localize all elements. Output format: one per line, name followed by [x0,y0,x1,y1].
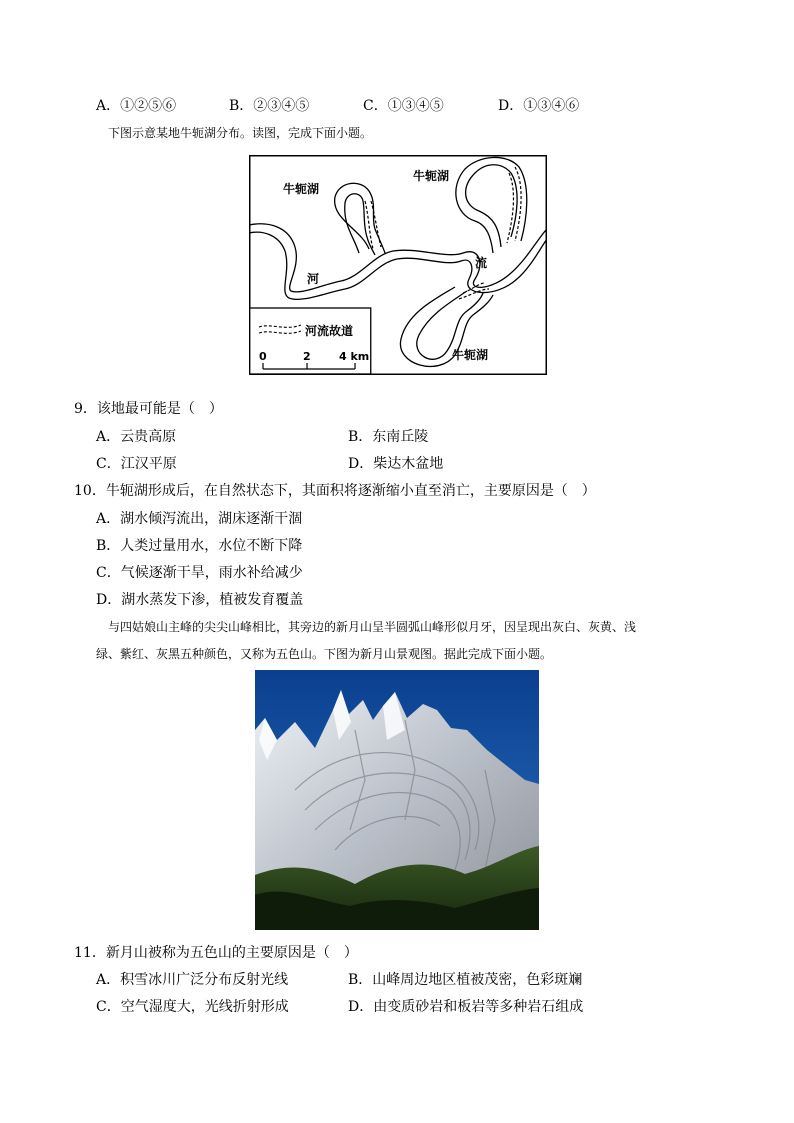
map-label-river-2: 流 [475,256,488,270]
q9-option-d: D．柴达木盆地 [348,456,444,472]
map-label-oxbow-right: 牛轭湖 [413,169,450,183]
q11-stem: 11．新月山被称为五色山的主要原因是（ ） [74,945,358,961]
q10-option-b: B．人类过量用水，水位不断下降 [96,538,303,554]
scale-label-2: 2 [303,350,311,363]
map-label-river-1: 河 [307,272,320,286]
q9-option-b: B．东南丘陵 [348,429,429,445]
q8-option-c: C．①③④⑤ [363,98,444,114]
q10-option-a: A．湖水倾泻流出，湖床逐渐干涸 [96,511,303,527]
map-legend [250,308,371,374]
q10-option-c: C．气候逐渐干旱，雨水补给减少 [96,565,303,581]
mountain-intro-line1: 与四姑娘山主峰的尖尖山峰相比，其旁边的新月山呈半圆弧山峰形似月牙，因呈现出灰白、灰黄、浅 [108,620,637,634]
oxbow-intro: 下图示意某地牛轭湖分布。读图，完成下面小题。 [108,126,373,140]
q8-option-b: B．②③④⑤ [229,98,310,114]
q9-option-a: A．云贵高原 [96,429,177,445]
q11-option-a: A．积雪冰川广泛分布反射光线 [96,972,289,988]
q11-option-b: B．山峰周边地区植被茂密，色彩斑斓 [348,972,583,988]
mountain-intro-line2: 绿、紫红、灰黑五种颜色，又称为五色山。下图为新月山景观图。据此完成下面小题。 [96,647,553,661]
legend-label: 河流故道 [305,324,354,338]
scale-label-4: 4 km [339,350,370,363]
xinyue-mountain-photo [255,670,539,930]
q9-stem: 9．该地最可能是（ ） [74,401,223,417]
map-label-oxbow-left: 牛轭湖 [283,182,320,196]
q8-option-d: D．①③④⑥ [498,98,580,114]
scale-label-0: 0 [259,350,267,363]
q10-stem: 10．牛轭湖形成后，在自然状态下，其面积将逐渐缩小直至消亡，主要原因是（ ） [74,483,596,499]
q9-option-c: C．江汉平原 [96,456,177,472]
map-label-oxbow-bottom: 牛轭湖 [452,348,489,362]
q10-option-d: D．湖水蒸发下渗，植被发育覆盖 [96,592,304,608]
q11-option-d: D．由变质砂岩和板岩等多种岩石组成 [348,999,584,1015]
oxbow-lake-map [249,155,547,375]
q11-option-c: C．空气湿度大，光线折射形成 [96,999,289,1015]
q8-option-a: A．①②⑤⑥ [96,98,177,114]
